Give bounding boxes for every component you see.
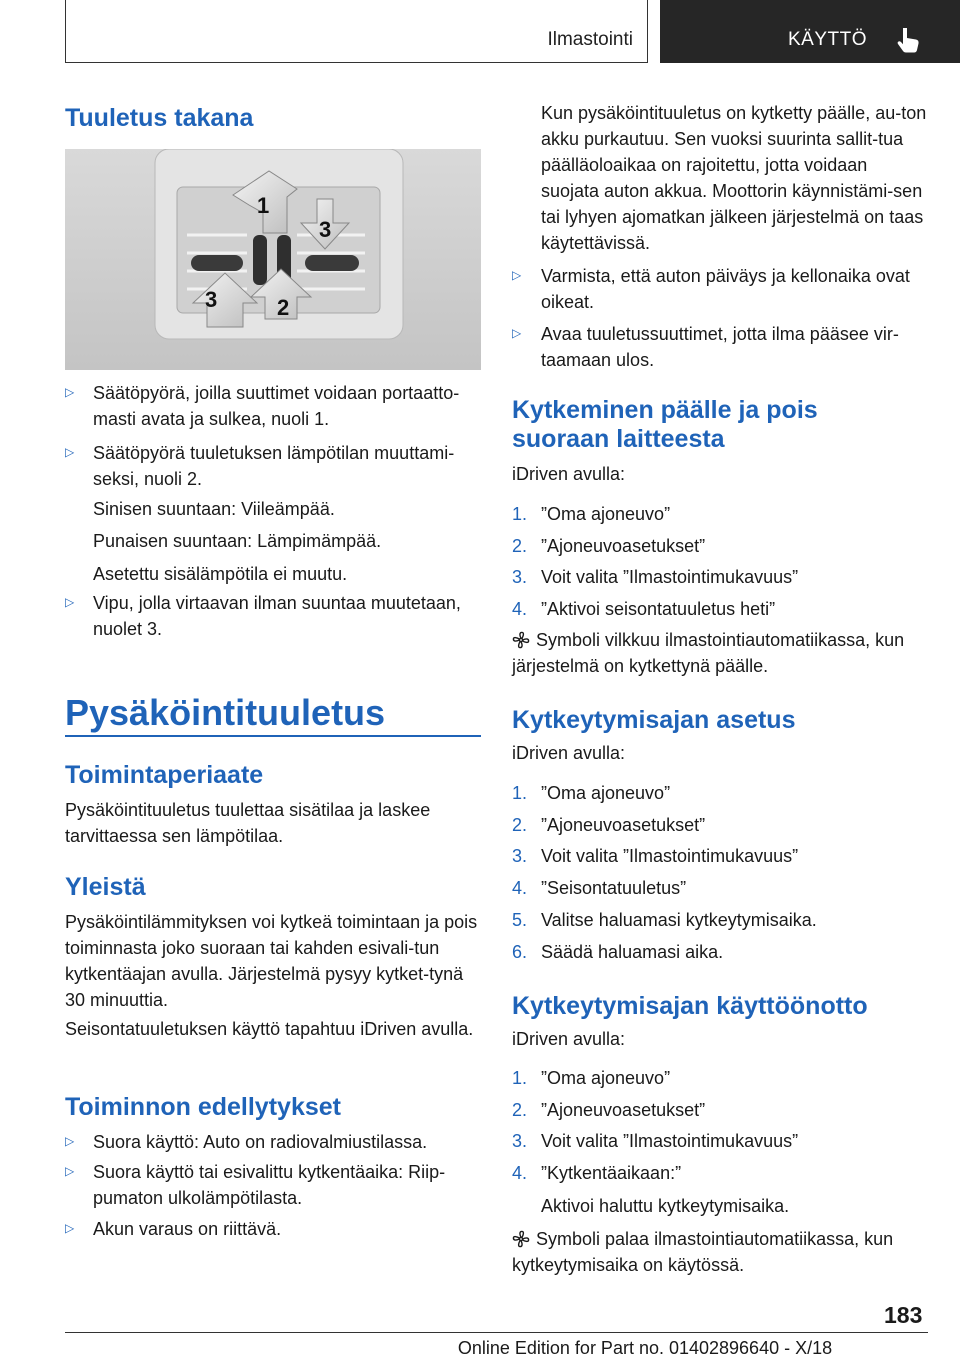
step-number: 1. xyxy=(512,1068,528,1088)
step-text: ”Oma ajoneuvo” xyxy=(541,783,671,803)
heading-edellytykset: Toiminnon edellytykset xyxy=(65,1093,341,1121)
heading-kytkeminen: Kytkeminen päälle ja pois suoraan laitteesta xyxy=(512,396,818,453)
step-item xyxy=(512,843,928,869)
heading-rule xyxy=(65,735,481,737)
step-item xyxy=(512,501,928,527)
bullet-text: Varmista, että auton päiväys ja kellonaika ovat oikeat. xyxy=(541,266,910,312)
fan-icon xyxy=(512,1230,530,1248)
idrive-label-1: iDriven avulla: xyxy=(512,464,626,484)
step-number: 4. xyxy=(512,1163,528,1184)
figure-label-1: 1 xyxy=(257,193,270,218)
figure-label-3b: 3 xyxy=(205,287,218,312)
triangle-bullet-icon: ▷ xyxy=(65,595,75,609)
step-text: ”Seisontatuuletus” xyxy=(541,878,687,899)
step-number: 1. xyxy=(512,504,528,524)
step-item xyxy=(512,812,928,838)
heading-yleista: Yleistä xyxy=(65,873,146,901)
step-text: ”Ajoneuvoasetukset” xyxy=(541,814,706,835)
step-number: 2. xyxy=(512,535,528,556)
step-number: 4. xyxy=(512,599,528,620)
triangle-bullet-icon: ▷ xyxy=(65,1221,75,1235)
heading-kayttoonotto: Kytkeytymisajan käyttöönotto xyxy=(512,992,868,1020)
heading-asetus: Kytkeytymisajan asetus xyxy=(512,706,796,734)
step-number: 2. xyxy=(512,1099,528,1120)
step-item xyxy=(512,1160,928,1186)
sub-aktivoi: Aktivoi haluttu kytkeytymisaika. xyxy=(541,1196,790,1216)
step-item xyxy=(512,596,928,622)
step-text: Valitse haluamasi kytkeytymisaika. xyxy=(541,909,817,930)
step-item xyxy=(512,1128,928,1154)
step-item xyxy=(512,939,928,965)
bullet-text: Suora käyttö tai esivalittu kytkentäaika: Riip-pumaton ulkolämpötilasta. xyxy=(93,1162,446,1208)
triangle-bullet-icon: ▷ xyxy=(512,326,522,340)
step-item xyxy=(512,907,928,933)
step-item xyxy=(512,1065,928,1091)
step-number: 3. xyxy=(512,567,528,588)
step-number: 5. xyxy=(512,909,528,930)
note-palaa xyxy=(512,1226,928,1278)
para-toimintaperiaate: Pysäköintituuletus tuulettaa sisätilaa ja laskee tarvittaessa sen lämpötilaa. xyxy=(65,800,431,846)
bullet-text: Säätöpyörä tuuletuksen lämpötilan muuttami-seksi, nuoli 2. xyxy=(93,443,455,489)
note-text: Symboli palaa ilmastointiautomatiikassa, kun kytkeytymisaika on käytössä. xyxy=(512,1229,894,1275)
idrive-label-3: iDriven avulla: xyxy=(512,1029,626,1049)
triangle-bullet-icon: ▷ xyxy=(65,1134,75,1148)
triangle-bullet-icon: ▷ xyxy=(512,268,522,282)
heading-pysakointituuletus: Pysäköintituuletus xyxy=(65,692,386,733)
note-text: Symboli vilkkuu ilmastointiautomatiikassa, kun järjestelmä on kytkettynä päälle. xyxy=(512,630,905,676)
fan-icon xyxy=(512,631,530,649)
step-item xyxy=(512,1097,928,1123)
pointing-hand-icon xyxy=(896,26,922,54)
step-number: 6. xyxy=(512,941,528,962)
sub-punainen: Punaisen suuntaan: Lämpimämpää. xyxy=(93,531,382,551)
page-number: 183 xyxy=(884,1302,923,1328)
triangle-bullet-icon: ▷ xyxy=(65,1164,75,1178)
step-number: 3. xyxy=(512,1131,528,1152)
header-section-title: Ilmastointi xyxy=(547,29,633,50)
header-chapter-box xyxy=(660,0,960,63)
step-text: ”Oma ajoneuvo” xyxy=(541,504,671,524)
idrive-label-2: iDriven avulla: xyxy=(512,743,626,763)
step-text: ”Aktivoi seisontatuuletus heti” xyxy=(541,599,776,620)
header-chapter-title: KÄYTTÖ xyxy=(788,29,868,50)
step-text: Säädä haluamasi aika. xyxy=(541,941,724,962)
bullet-text: Suora käyttö: Auto on radiovalmiustilassa. xyxy=(93,1132,428,1152)
heading-toimintaperiaate: Toimintaperiaate xyxy=(65,761,264,789)
triangle-bullet-icon: ▷ xyxy=(65,385,75,399)
rear-vent-figure xyxy=(65,149,481,370)
footer-edition: Online Edition for Part no. 01402896640 - X/18 xyxy=(457,1338,833,1358)
step-number: 2. xyxy=(512,814,528,835)
step-text: Voit valita ”Ilmastointimukavuus” xyxy=(541,567,799,588)
step-item xyxy=(512,533,928,559)
step-text: Voit valita ”Ilmastointimukavuus” xyxy=(541,846,799,867)
para-yleista-1: Pysäköintilämmityksen voi kytkeä toimintaan ja pois toiminnasta joko suoraan tai kahden esivali-tun kytkentäajan avulla. Järjestelmä pysyy kytket-tynä 30 minuuttia. xyxy=(65,912,478,1010)
step-text: Voit valita ”Ilmastointimukavuus” xyxy=(541,1131,799,1152)
heading-tuuletus-takana: Tuuletus takana xyxy=(65,104,254,132)
para-yleista-2: Seisontatuuletuksen käyttö tapahtuu iDriven avulla. xyxy=(65,1019,474,1039)
figure-label-3a: 3 xyxy=(319,217,332,242)
step-text: ”Oma ajoneuvo” xyxy=(541,1068,671,1088)
step-text: ”Ajoneuvoasetukset” xyxy=(541,535,706,556)
header-section-box xyxy=(65,0,648,63)
figure-label-2: 2 xyxy=(277,295,290,320)
footer-rule xyxy=(65,1332,928,1333)
triangle-bullet-icon: ▷ xyxy=(65,445,75,459)
step-number: 3. xyxy=(512,846,528,867)
bullet-text: Akun varaus on riittävä. xyxy=(93,1219,282,1239)
step-text: ”Kytkentäaikaan:” xyxy=(541,1163,682,1184)
bullet-text: Avaa tuuletussuuttimet, jotta ilma pääsee vir-taamaan ulos. xyxy=(541,324,899,370)
bullet-text: Vipu, jolla virtaavan ilman suuntaa muutetaan, nuolet 3. xyxy=(93,593,461,639)
bullet-text: Säätöpyörä, joilla suuttimet voidaan portaatto-masti avata ja sulkea, nuoli 1. xyxy=(93,383,460,429)
step-text: ”Ajoneuvoasetukset” xyxy=(541,1099,706,1120)
sub-sininen: Sinisen suuntaan: Viileämpää. xyxy=(93,499,335,519)
step-number: 4. xyxy=(512,878,528,899)
note-vilkkuu xyxy=(512,627,928,679)
para-akku: Kun pysäköintituuletus on kytketty päälle, au-ton akku purkautuu. Sen vuoksi suurinta sallit-tua päälläoloaikaa on rajoitettu, jotta voidaan suojata auton akkua. Moottorin käynnistämi-sen tai lyhyen ajomatkan jälkeen järjestelmä on taas käytettävissä. xyxy=(541,103,927,253)
step-number: 1. xyxy=(512,783,528,803)
step-item xyxy=(512,875,928,901)
step-item xyxy=(512,564,928,590)
step-item xyxy=(512,780,928,806)
sub-asetettu: Asetettu sisälämpötila ei muutu. xyxy=(93,564,348,584)
